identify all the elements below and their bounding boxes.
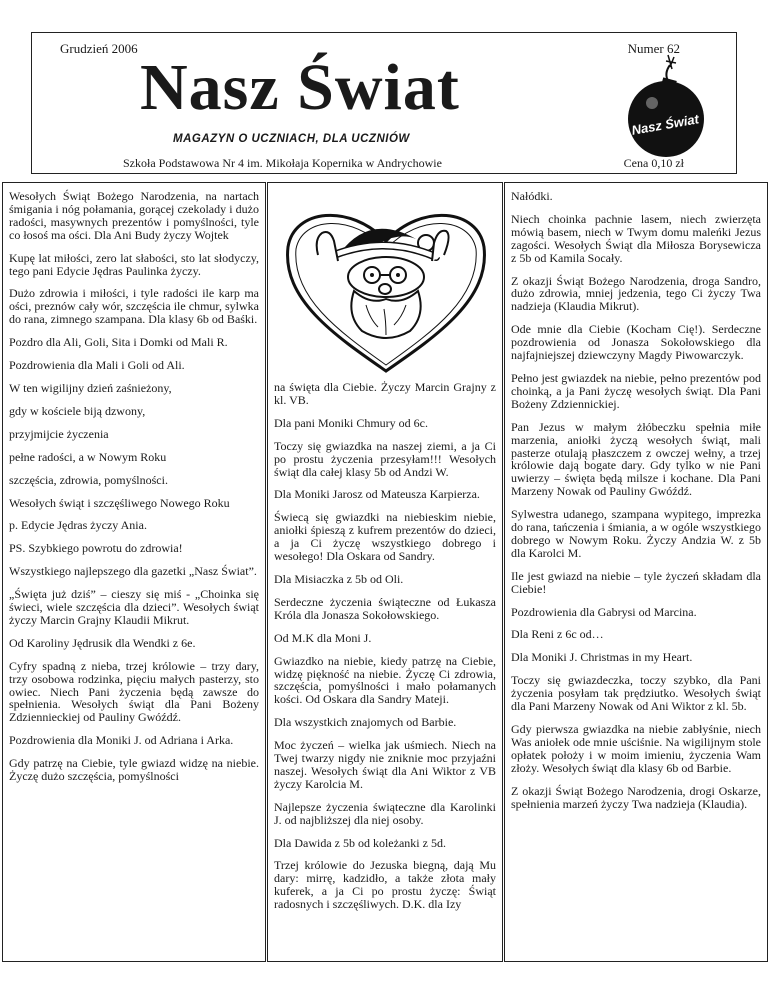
logo-text: Nasz Świat: [630, 111, 700, 138]
greeting-paragraph: Wszystkiego najlepszego dla gazetki „Nasz Świat”.: [9, 564, 257, 579]
greeting-paragraph: Dużo zdrowia i miłości, i tyle radości ile karp ma ości, preznów cały wór, szczęścia ile chmur, sylwka do rana, zimnego szampana. Dla klasy 6b od Baśki.: [9, 286, 259, 327]
greeting-paragraph: Niech choinka pachnie lasem, niech zwierzęta mówią basem, niech w Twym domu maleńki Jezus zagości. Wesołych Świąt dla Miłosza Borysewicza z 5b od Kamila Socały.: [511, 211, 761, 265]
greeting-paragraph: Pozdrowienia dla Gabrysi od Marcina.: [511, 604, 697, 619]
column-1: [2, 182, 266, 962]
greeting-paragraph: Serdeczne życzenia świąteczne od Łukasza Króla dla Jonasza Sokołowskiego.: [274, 594, 496, 622]
greeting-paragraph: Gdy pierwsza gwiazdka na niebie zabłyśnie, niech Was aniołek ode mnie uściśnie. Na wigilijnym stole opłatek położy i w moim imieniu, życzenia Wam złoży. Wesołych świąt dla klasy 6b od Barbie.: [511, 722, 761, 775]
greeting-paragraph: gdy w kościele biją dzwony,: [9, 403, 146, 418]
column-2: [267, 182, 503, 962]
greeting-paragraph: Cyfry spadną z nieba, trzej królowie – trzy dary, trzy osobowa rodzinka, pięciu małych pasterzy, sto owiec. Niech Pani życzenia będą zawsze do spełnienia. Wesołych świąt dla Pani Bożeny Zdzienniеckiej od Pauliny Gwóźdź.: [9, 658, 259, 725]
greeting-paragraph: Pozdro dla Ali, Goli, Sita i Domki od Mali R.: [9, 335, 228, 350]
greeting-paragraph: Z okazji Świąt Bożego Narodzenia, drogi Oskarze, spełnienia marzeń życzy Twa nadzieja (Klaudia).: [511, 783, 761, 811]
issue-number: Numer 62: [627, 41, 680, 56]
greeting-paragraph: na święta dla Ciebie. Życzy Marcin Grajny z kl. VB.: [274, 380, 496, 407]
greeting-paragraph: Toczy się gwiazdka na naszej ziemi, a ja Ci po prostu życzenia przesyłam!!! Wesołych świąt dla całej klasy 5b od Andzi W.: [274, 438, 496, 479]
santa-heart-illustration: [274, 195, 498, 375]
bomb-logo-icon: [610, 47, 722, 159]
greeting-paragraph: Najlepsze życzenia świąteczne dla Karolinki J. od najbliższej dla niej osoby.: [274, 799, 496, 827]
greeting-paragraph: Dla wszystkich znajomych od Barbie.: [274, 715, 457, 730]
greeting-paragraph: Nałódki.: [511, 189, 553, 203]
school-name: Szkoła Podstawowa Nr 4 im. Mikołaja Kopernika w Andrychowie: [123, 156, 442, 170]
greeting-paragraph: Pełno jest gwiazdek na niebie, pełno prezentów pod choinką, a ja Pani życzę wesołych świąt. Dla Pani Bożeny Zdziennickiej.: [511, 370, 761, 411]
greeting-paragraph: Gdy patrzę na Ciebie, tyle gwiazd widzę na niebie. Życzę dużo szczęścia, pomyślności: [9, 756, 259, 784]
greeting-paragraph: Pan Jezus w małym żłóbeczku spełnia miłe marzenia, aniołki życzą wesołych świąt, mali pasterze otulają płaszczem z owczej wełny, a trzej królowie dają bogate dary. Gdy tylko w nie Pani uwierzy – święta będą milsze i kochane. Dla Pani Marzeny Nowak od Pauliny Gwóźdź.: [511, 419, 761, 499]
masthead: [31, 32, 737, 174]
greeting-paragraph: Gwiazdko na niebie, kiedy patrzę na Ciebie, widzę piękność na niebie. Życzę Ci zdrowia, szczęścia, pomyślności i mało połamanych kości. Od Oskara dla Sandry Mateji.: [274, 653, 496, 707]
price: Cena 0,10 zł: [623, 156, 684, 170]
greeting-paragraph: Od Karoliny Jędrusik dla Wendki z 6e.: [9, 635, 196, 650]
greeting-paragraph: Kupę lat miłości, zero lat słabości, sto lat słodyczy, tego pani Edycie Jędras Paulinka życzy.: [9, 250, 259, 278]
greeting-paragraph: Wesołych świąt i szczęśliwego Nowego Roku: [9, 495, 230, 510]
greeting-paragraph: Sylwestra udanego, szampana wypitego, imprezka do rana, tańczenia i śmiania, a w ogóle wszystkiego dobrego w Nowym Roku. Życzy Andzia W. z 5b dla Karolci M.: [511, 507, 761, 560]
greeting-paragraph: Dla Dawida z 5b od koleżanki z 5d.: [274, 835, 446, 850]
greeting-paragraph: Wesołych Świąt Bożego Narodzenia, na nartach śmigania i nóg połamania, gorącej czekolady i dużo radości, masywnych prezentów i pomyślności, tyle co łosoś ma ości. Dla Ani Budy życzy Wojtek: [9, 189, 259, 242]
greeting-paragraph: szczęścia, zdrowia, pomyślności.: [9, 472, 168, 487]
greeting-paragraph: Dla pani Moniki Chmury od 6c.: [274, 415, 428, 430]
issue-date: Grudzień 2006: [60, 41, 138, 56]
greeting-paragraph: przyjmijcie życzenia: [9, 426, 109, 441]
greeting-paragraph: Moc życzeń – wielka jak uśmiech. Niech na Twej twarzy nigdy nie zniknie moc przyjaźni naszej. Wesołych świąt dla Ani Wiktor z VB życzy Karolcia M.: [274, 738, 496, 791]
greeting-paragraph: Pozdrowienia dla Mali i Goli od Ali.: [9, 358, 185, 373]
greeting-paragraph: W ten wigilijny dzień zaśnieżony,: [9, 380, 172, 395]
greeting-paragraph: Dla Reni z 6c od…: [511, 627, 604, 642]
column-3: [504, 182, 768, 962]
newspaper-title: Nasz Świat: [140, 51, 460, 124]
greeting-paragraph: Dla Moniki Jarosz od Mateusza Karpierza.: [274, 487, 480, 502]
greeting-paragraph: Dla Misiaczka z 5b od Oli.: [274, 571, 404, 586]
newspaper-subtitle: MAGAZYN O UCZNIACH, DLA UCZNIÓW: [173, 133, 410, 145]
greeting-paragraph: pełne radości, a w Nowym Roku: [9, 449, 167, 464]
greeting-paragraph: Od M.K dla Moni J.: [274, 630, 372, 645]
greeting-paragraph: Trzej królowie do Jezuska biegną, dają Mu dary: mirrę, kadzidło, a także złota mały kuferek, a ja Ci po prostu życzę: Świąt radosnych i szczęśliwych. D.K. dla Izy: [274, 858, 496, 912]
greeting-paragraph: Z okazji Świąt Bożego Narodzenia, droga Sandro, dużo zdrowia, mniej jedzenia, tego Ci życzy Twa nadzieja (Klaudia Mikrut).: [511, 273, 761, 314]
greeting-paragraph: Ile jest gwiazd na niebie – tyle życzeń składam dla Ciebie!: [511, 568, 761, 596]
greeting-paragraph: „Święta już dziś” – cieszy się miś - „Choinka się świeci, wiele szczęścia dla dzieci”. Wesołych świąt życzy Marcin Grajny Klaudii Mikrut.: [9, 587, 259, 627]
greeting-paragraph: Toczy się gwiazdeczka, toczy szybko, dla Pani życzenia posyłam tak prędziutko. Wesołych świąt dla Pani Marzeny Nowak od Ani Wiktor z kl. 5b.: [511, 673, 761, 714]
greeting-paragraph: p. Edycie Jędras życzy Ania.: [9, 518, 147, 533]
greeting-paragraph: Świecą się gwiazdki na niebieskim niebie, aniołki śpieszą z kufrem prezentów do dzieci, a ja Ci życzę wszystkiego dobrego i wesołego! Dla Oskara od Sandry.: [274, 510, 496, 564]
greeting-paragraph: Dla Moniki J. Christmas in my Heart.: [511, 650, 693, 665]
greeting-paragraph: PS. Szybkiego powrotu do zdrowia!: [9, 541, 183, 556]
greeting-paragraph: Pozdrowienia dla Moniki J. od Adriana i Arka.: [9, 733, 234, 748]
greeting-paragraph: Ode mnie dla Ciebie (Kocham Cię!). Serdeczne pozdrowienia od Jonasza Sokołowskiego dla najfajniejszej dziewczyny Magdy Piwowarczyk.: [511, 322, 761, 363]
